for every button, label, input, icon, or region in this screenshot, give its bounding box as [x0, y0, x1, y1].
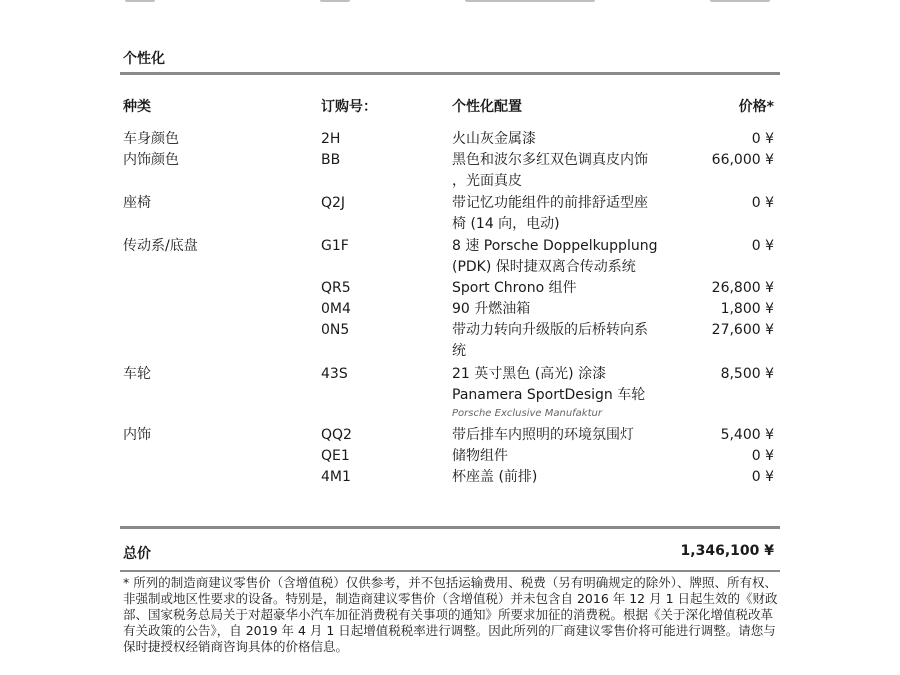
- row-order-code: 4M1: [321, 469, 351, 485]
- row-config-line: 90 升燃油箱: [452, 301, 531, 317]
- section-title: 个性化: [123, 51, 165, 67]
- row-config-line: 椅 (14 向，电动): [452, 216, 560, 232]
- row-config-line: 黑色和波尔多红双色调真皮内饰: [452, 152, 648, 168]
- row-config-line: 8 速 Porsche Doppelkupplung: [452, 238, 658, 254]
- row-price: 8,500 ¥: [720, 366, 774, 382]
- row-order-code: 0N5: [321, 322, 350, 338]
- row-config-line: 储物组件: [452, 448, 508, 464]
- row-category: 座椅: [123, 195, 151, 211]
- row-category: 内饰颜色: [123, 152, 179, 168]
- header-category: 种类: [123, 99, 151, 115]
- row-config-line: 杯座盖 (前排): [452, 469, 538, 485]
- row-price: 27,600 ¥: [711, 322, 774, 338]
- row-category: 车身颜色: [123, 131, 179, 147]
- row-config-line: 21 英寸黑色 (高光) 涂漆: [452, 366, 607, 382]
- row-category: 车轮: [123, 366, 151, 382]
- row-config-line: 火山灰金属漆: [452, 131, 536, 147]
- row-price: 5,400 ¥: [720, 427, 774, 443]
- row-price: 26,800 ¥: [711, 280, 774, 296]
- row-config-line: 带后排车内照明的环境氛围灯: [452, 427, 634, 443]
- header-order-no: 订购号：: [321, 99, 377, 115]
- row-config-line: 统: [452, 343, 466, 359]
- header-price: 价格*: [738, 99, 774, 115]
- row-config-line: 带动力转向升级版的后桥转向系: [452, 322, 648, 338]
- row-price: 0 ¥: [751, 238, 774, 254]
- row-order-code: 43S: [321, 366, 348, 382]
- row-config-line: ，光面真皮: [452, 173, 522, 189]
- row-config-line: Panamera SportDesign 车轮: [452, 387, 646, 403]
- total-value: 1,346,100 ¥: [680, 543, 774, 559]
- row-price: 0 ¥: [751, 131, 774, 147]
- section-divider: [120, 72, 780, 75]
- row-order-code: BB: [321, 152, 341, 168]
- row-order-code: 2H: [321, 131, 341, 147]
- total-divider-bottom: [120, 570, 780, 572]
- row-order-code: QQ2: [321, 427, 352, 443]
- header-config: 个性化配置: [452, 99, 522, 115]
- footnote: * 所列的制造商建议零售价（含增值税）仅供参考，并不包括运输费用、税费（另有明确规定的除外）、牌照、所有权、非强制或地区性要求的设备。特别是，制造商建议零售价（含增值税）并未包含自 2016 年 12 月 1 日起生效的《财政部、国家税务总局关于对超豪华小汽车加征消费税有关事项的通知》所要求加征的消费税。根据《关于深化增值税改革有关政策的公告》，自 2019 年 4 月 1 日起增值税税率进行调整。因此所列的厂商建议零售价将可能进行调整。请您与保时捷授权经销商咨询具体的价格信息。: [123, 575, 778, 654]
- row-price: 66,000 ¥: [711, 152, 774, 168]
- row-config-line: Sport Chrono 组件: [452, 280, 577, 296]
- row-price: 0 ¥: [751, 195, 774, 211]
- row-price: 1,800 ¥: [720, 301, 774, 317]
- row-price: 0 ¥: [751, 469, 774, 485]
- total-divider-top: [120, 526, 780, 529]
- row-config-subtitle: Porsche Exclusive Manufaktur: [452, 408, 602, 419]
- row-config-line: (PDK) 保时捷双离合传动系统: [452, 259, 636, 275]
- row-category: 内饰: [123, 427, 151, 443]
- row-order-code: QR5: [321, 280, 351, 296]
- row-category: 传动系/底盘: [123, 238, 198, 254]
- row-order-code: G1F: [321, 238, 349, 254]
- total-label: 总价: [123, 546, 151, 562]
- row-price: 0 ¥: [751, 448, 774, 464]
- row-order-code: Q2J: [321, 195, 346, 211]
- row-config-line: 带记忆功能组件的前排舒适型座: [452, 195, 648, 211]
- row-order-code: 0M4: [321, 301, 351, 317]
- cropped-previous-row: [120, 0, 780, 6]
- row-order-code: QE1: [321, 448, 350, 464]
